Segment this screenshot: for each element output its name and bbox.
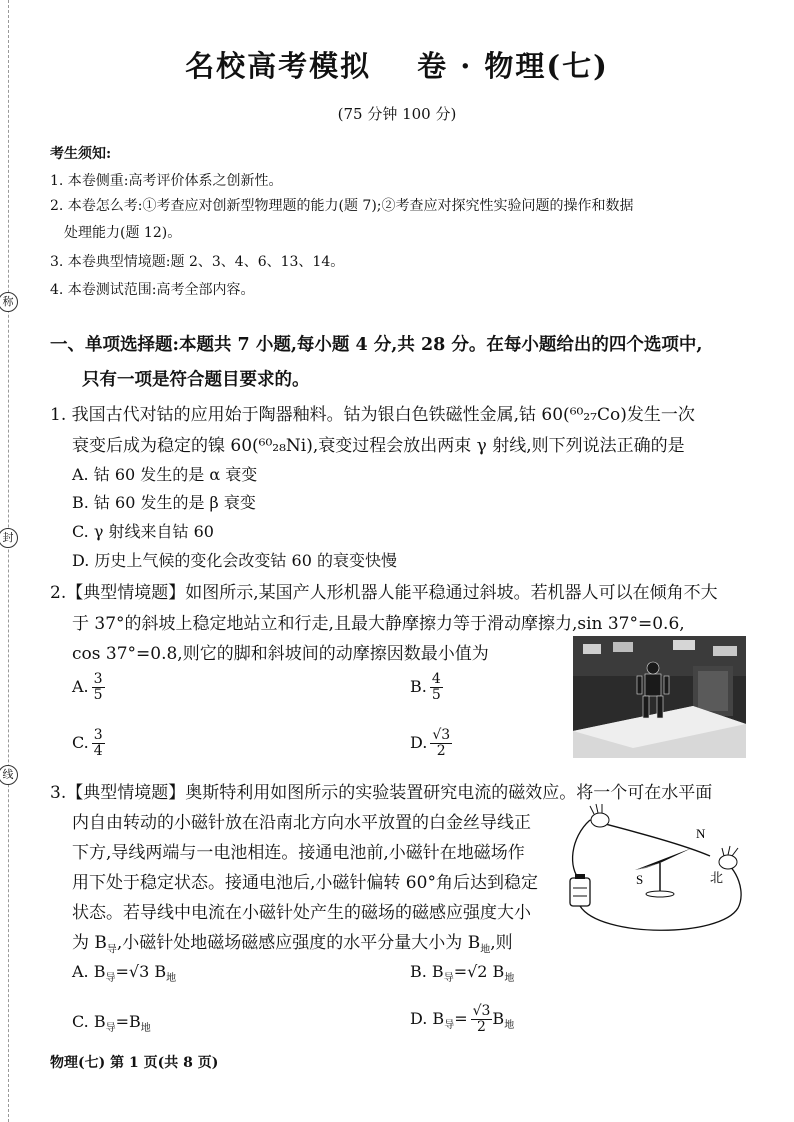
- margin-mark-2: 封: [0, 528, 18, 548]
- question-3-line-4: 用下处于稳定状态。接通电池后,小磁针偏转 60°角后达到稳定: [72, 873, 538, 893]
- q3-option-a: A. $B_导=√3$ $B_地$: [72, 962, 177, 985]
- hand-icon-left: [590, 804, 609, 827]
- page-footer: 物理(七) 第 1 页(共 8 页): [50, 1055, 219, 1071]
- q3-option-d: D. $B_导=$ $\frac{√3}{2}$ $B_地$: [410, 1003, 515, 1035]
- q1-option-a: A. 钴 60 发生的是 α 衰变: [72, 465, 258, 484]
- compass-needle-icon: [635, 848, 692, 870]
- notice-item-1: 1. 本卷侧重:高考评价体系之创新性。: [50, 173, 283, 189]
- label-n: N: [696, 826, 706, 841]
- notice-item-2: 2. 本卷怎么考:①考查应对创新型物理题的能力(题 7);②考查应对探究性实验问题的操作和数据: [50, 198, 634, 214]
- page-title: [0, 44, 794, 85]
- question-1-line-2: 衰变后成为稳定的镍 60(⁶⁰₂₈Ni),衰变过程会放出两束 γ 射线,则下列说法正确的是: [72, 436, 685, 456]
- notice-heading: 考生须知:: [50, 146, 112, 162]
- section-heading: 一、单项选择题:本题共 7 小题,每小题 4 分,共 28 分。在每小题给出的四个选项中,: [50, 335, 703, 355]
- q3-option-b: B. $B_导=√2$ $B_地$: [410, 962, 515, 985]
- title-left: 名校高考模拟: [185, 49, 372, 83]
- robot-slope-photo: [573, 636, 746, 758]
- label-bei: 北: [710, 870, 724, 885]
- battery-icon: [570, 878, 590, 906]
- q2-option-c: C. $\frac{3}{4}$: [72, 727, 103, 759]
- binding-margin-line: [8, 0, 9, 1122]
- q2-option-a: A. $\frac{3}{5}$: [72, 671, 103, 703]
- notice-item-2-cont: 处理能力(题 12)。: [64, 225, 182, 241]
- label-s: S: [636, 872, 644, 887]
- question-1-line-1: 1. 我国古代对钴的应用始于陶器釉料。钴为银白色铁磁性金属,钴 60(⁶⁰₂₇Co)发生一次: [50, 405, 695, 425]
- q1-option-b: B. 钴 60 发生的是 β 衰变: [72, 493, 256, 512]
- hand-icon-right: [719, 846, 738, 869]
- oersted-diagram-svg: [560, 798, 752, 946]
- title-right: 卷 · 物理(七): [417, 49, 609, 83]
- notice-item-3: 3. 本卷典型情境题:题 2、3、4、6、13、14。: [50, 254, 345, 270]
- margin-mark-3: 线: [0, 765, 18, 785]
- q1-option-c: C. γ 射线来自钴 60: [72, 522, 214, 541]
- question-3-line-1: 3.【典型情境题】奥斯特利用如图所示的实验装置研究电流的磁效应。将一个可在水平面: [50, 783, 713, 803]
- section-heading-cont: 只有一项是符合题目要求的。: [82, 370, 310, 390]
- q2-option-b: B. $\frac{4}{5}$: [410, 671, 441, 703]
- question-2-line-2: 于 37°的斜坡上稳定地站立和行走,且最大静摩擦力等于滑动摩擦力,sin 37°=0.6,: [72, 614, 685, 634]
- question-2-line-3: cos 37°=0.8,则它的脚和斜坡间的动摩擦因数最小值为: [72, 644, 489, 664]
- robot-photo-illustration: [573, 636, 746, 758]
- notice-item-4: 4. 本卷测试范围:高考全部内容。: [50, 282, 255, 298]
- q1-option-d: D. 历史上气候的变化会改变钴 60 的衰变快慢: [72, 551, 397, 570]
- q3-option-c: C. $B_导=B_地$: [72, 1012, 151, 1035]
- question-2-line-1: 2.【典型情境题】如图所示,某国产人形机器人能平稳通过斜坡。若机器人可以在倾角不大: [50, 583, 718, 603]
- exam-duration-score: (75 分钟 100 分): [337, 105, 457, 123]
- oersted-apparatus-diagram: [560, 798, 752, 946]
- q2-option-d: D. $\frac{√3}{2}$: [410, 727, 451, 759]
- question-3-line-6: 为 $B_导$,小磁针处地磁场磁感应强度的水平分量大小为 $B_地$,则: [72, 933, 513, 956]
- question-3-line-5: 状态。若导线中电流在小磁针处产生的磁场的磁感应强度大小: [72, 903, 531, 923]
- question-3-line-2: 内自由转动的小磁针放在沿南北方向水平放置的白金丝导线正: [72, 813, 531, 833]
- margin-mark-1: 称: [0, 292, 18, 312]
- question-3-line-3: 下方,导线两端与一电池相连。接通电池前,小磁针在地磁场作: [72, 843, 525, 863]
